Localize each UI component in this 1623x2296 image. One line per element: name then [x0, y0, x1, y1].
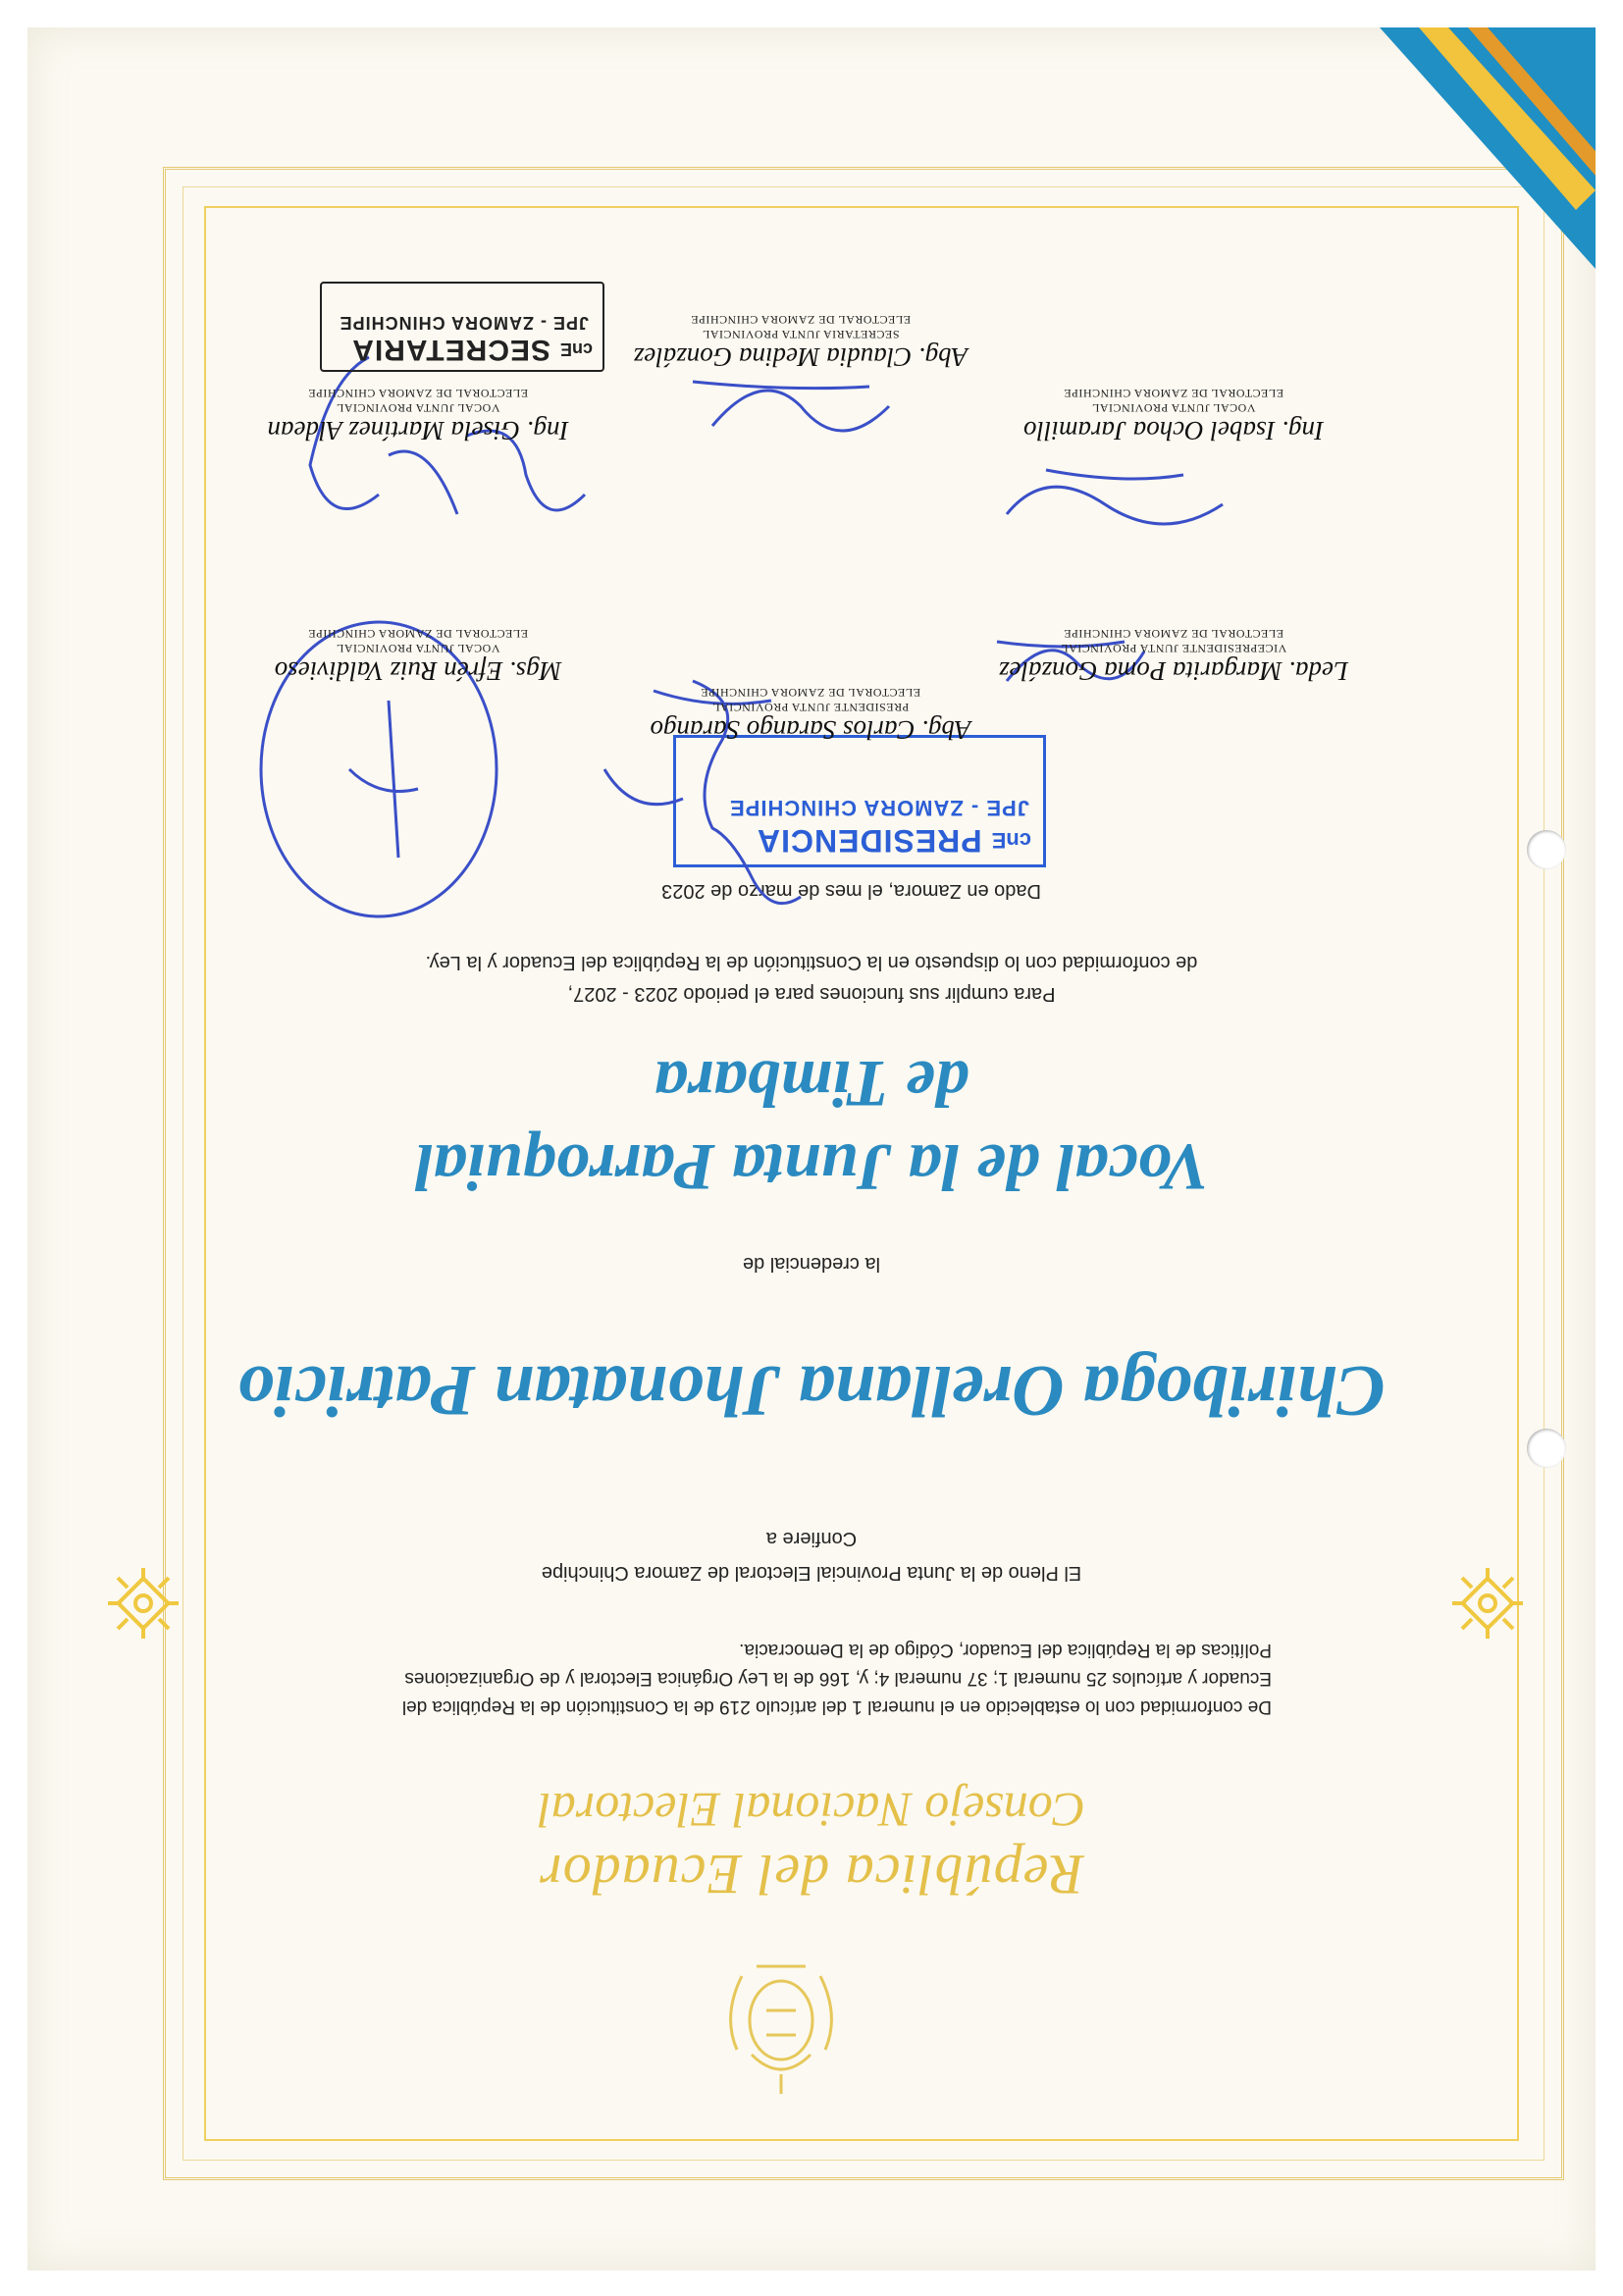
issuer-line: El Pleno de la Junta Provincial Electoral de Zamora Chinchipe: [541, 1562, 1082, 1584]
signatory-ochoa: [987, 386, 1360, 445]
signatory-title: ELECTORAL DE ZAMORA CHINCHIPE: [307, 627, 529, 641]
legal-preamble: De conformidad con lo establecido en el numeral 1 del artículo 219 de la Constitución de la República del Ecuador y artículos 25 numeral 1; 37 numeral 4; y, 166 de la Ley Orgánica Electoral y de Organizaciones Políticas de la República del Ecuador, Código de la Democracia.: [401, 1640, 1272, 1717]
stamp-word: PRESIDENCIA: [756, 823, 982, 859]
signatory-name: Mgs. Efrén Ruiz Valdivieso: [274, 656, 562, 686]
signatory-title: VOCAL JUNTA PROVINCIAL: [336, 642, 500, 655]
stamp-sub: JPE - ZAMORA CHINCHIPE: [729, 796, 1029, 820]
signatory-title: ELECTORAL DE ZAMORA CHINCHIPE: [1063, 627, 1284, 641]
signatory-martinez: [232, 386, 604, 445]
signatory-title: VOCAL JUNTA PROVINCIAL: [1091, 401, 1256, 415]
scanned-sheet: [27, 27, 1596, 2270]
stamp-sub: JPE - ZAMORA CHINCHIPE: [339, 313, 589, 333]
credencial-label: la credencial de: [742, 1253, 881, 1275]
punch-hole: [1527, 1429, 1566, 1468]
signatory-name: Abg. Claudia Medina González: [633, 342, 969, 372]
period-line-1: Para cumplir sus funciones para el periodo 2023 - 2027,: [567, 983, 1056, 1005]
signatory-title: VOCAL JUNTA PROVINCIAL: [336, 401, 500, 415]
role-line-2: de Timbara: [654, 1047, 969, 1122]
stamp-word: SECRETARIA: [351, 334, 550, 366]
signature-medina: [663, 357, 909, 475]
signatory-name: Abg. Carlos Sarango Sarango: [650, 715, 971, 745]
secretaria-stamp: [320, 282, 604, 372]
period-line-2: de conformidad con lo dispuesto en la Constitución de la República del Ecuador y la Ley.: [425, 952, 1198, 973]
coat-of-arms-icon: [712, 1947, 850, 2104]
signatory-ruiz: [232, 626, 604, 686]
signatory-sarango: [624, 685, 997, 745]
signatory-title: SECRETARIA JUNTA PROVINCIAL: [702, 328, 900, 341]
signatory-title: ELECTORAL DE ZAMORA CHINCHIPE: [700, 686, 921, 700]
signature-sarango: [575, 622, 830, 936]
signatory-title: ELECTORAL DE ZAMORA CHINCHIPE: [690, 313, 912, 327]
signature-ochoa: [987, 445, 1242, 563]
recipient-name: Chiriboga Orellana Jhonatan Patricio: [237, 1350, 1386, 1431]
punch-hole: [1527, 830, 1566, 869]
credential-document: [27, 27, 1596, 2270]
republic-heading: República del Ecuador: [539, 1843, 1084, 1906]
confiere-line: Confiere a: [765, 1528, 858, 1549]
signatory-name: Ing. Gisela Martínez Aldean: [267, 416, 569, 445]
signatory-title: VICEPRESIDENTE JUNTA PROVINCIAL: [1060, 642, 1287, 655]
signatory-title: ELECTORAL DE ZAMORA CHINCHIPE: [307, 387, 529, 400]
stamp-logo: cnE: [559, 339, 593, 360]
role-line-1: Vocal de la Junta Parroquial: [414, 1130, 1209, 1205]
council-heading: Consejo Nacional Electoral: [537, 1783, 1086, 1838]
signatory-title: PRESIDENTE JUNTA PROVINCIAL: [711, 701, 910, 714]
signatory-poma: [987, 626, 1360, 686]
signatory-name: Leda. Margarita Poma González: [999, 656, 1348, 686]
stamp-logo: cnE: [991, 828, 1031, 854]
signatory-medina: [614, 312, 987, 372]
corner-ribbon-icon: [1380, 27, 1596, 269]
issue-date: Dado en Zamora, el mes de marzo de 2023: [661, 880, 1041, 902]
signatory-name: Ing. Isabel Ochoa Jaramillo: [1023, 416, 1324, 445]
signatory-title: ELECTORAL DE ZAMORA CHINCHIPE: [1063, 387, 1284, 400]
